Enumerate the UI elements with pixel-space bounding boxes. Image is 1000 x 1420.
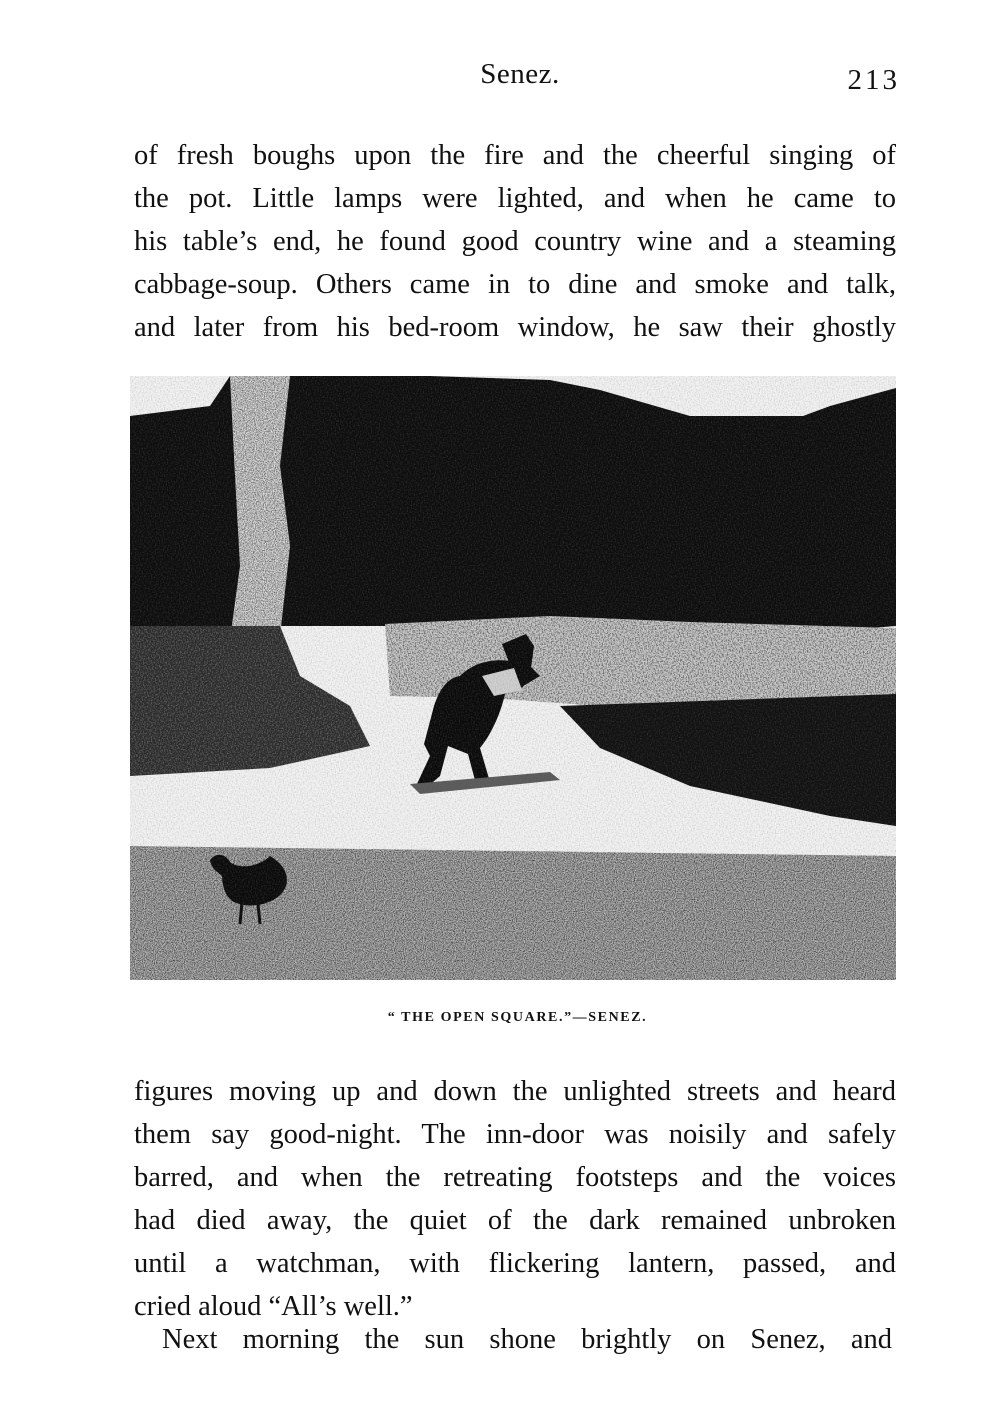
page-number: 213 bbox=[847, 64, 900, 96]
text-line: of fresh boughs upon the fire and the cheerful singing of bbox=[134, 140, 896, 171]
paragraph-2 bbox=[134, 1070, 896, 1328]
text-line: cried aloud “All’s well.” bbox=[134, 1291, 413, 1322]
text-line: and later from his bed-room window, he saw their ghostly bbox=[134, 312, 896, 343]
text-line: his table’s end, he found good country wine and a steaming bbox=[134, 226, 896, 257]
text-line: cabbage-soup. Others came in to dine and smoke and talk, bbox=[134, 269, 896, 300]
text-line: figures moving up and down the unlighted streets and heard bbox=[134, 1076, 896, 1107]
text-line: barred, and when the retreating footsteps and the voices bbox=[134, 1162, 896, 1193]
running-title: Senez. bbox=[480, 58, 560, 90]
running-head bbox=[0, 58, 1000, 102]
text-line: them say good-night. The inn-door was noisily and safely bbox=[134, 1119, 896, 1150]
text-line: had died away, the quiet of the dark remained unbroken bbox=[134, 1205, 896, 1236]
figure-caption: “ THE OPEN SQUARE.”—SENEZ. bbox=[387, 1010, 648, 1025]
photograph-plate bbox=[130, 376, 896, 980]
text-line: until a watchman, with flickering lantern, passed, and bbox=[134, 1248, 896, 1279]
paragraph-3 bbox=[162, 1318, 892, 1361]
text-line: Next morning the sun shone brightly on Senez, and bbox=[162, 1324, 892, 1355]
paragraph-1 bbox=[134, 134, 896, 349]
photograph-open-square bbox=[130, 376, 896, 980]
text-line: the pot. Little lamps were lighted, and when he came to bbox=[134, 183, 896, 214]
